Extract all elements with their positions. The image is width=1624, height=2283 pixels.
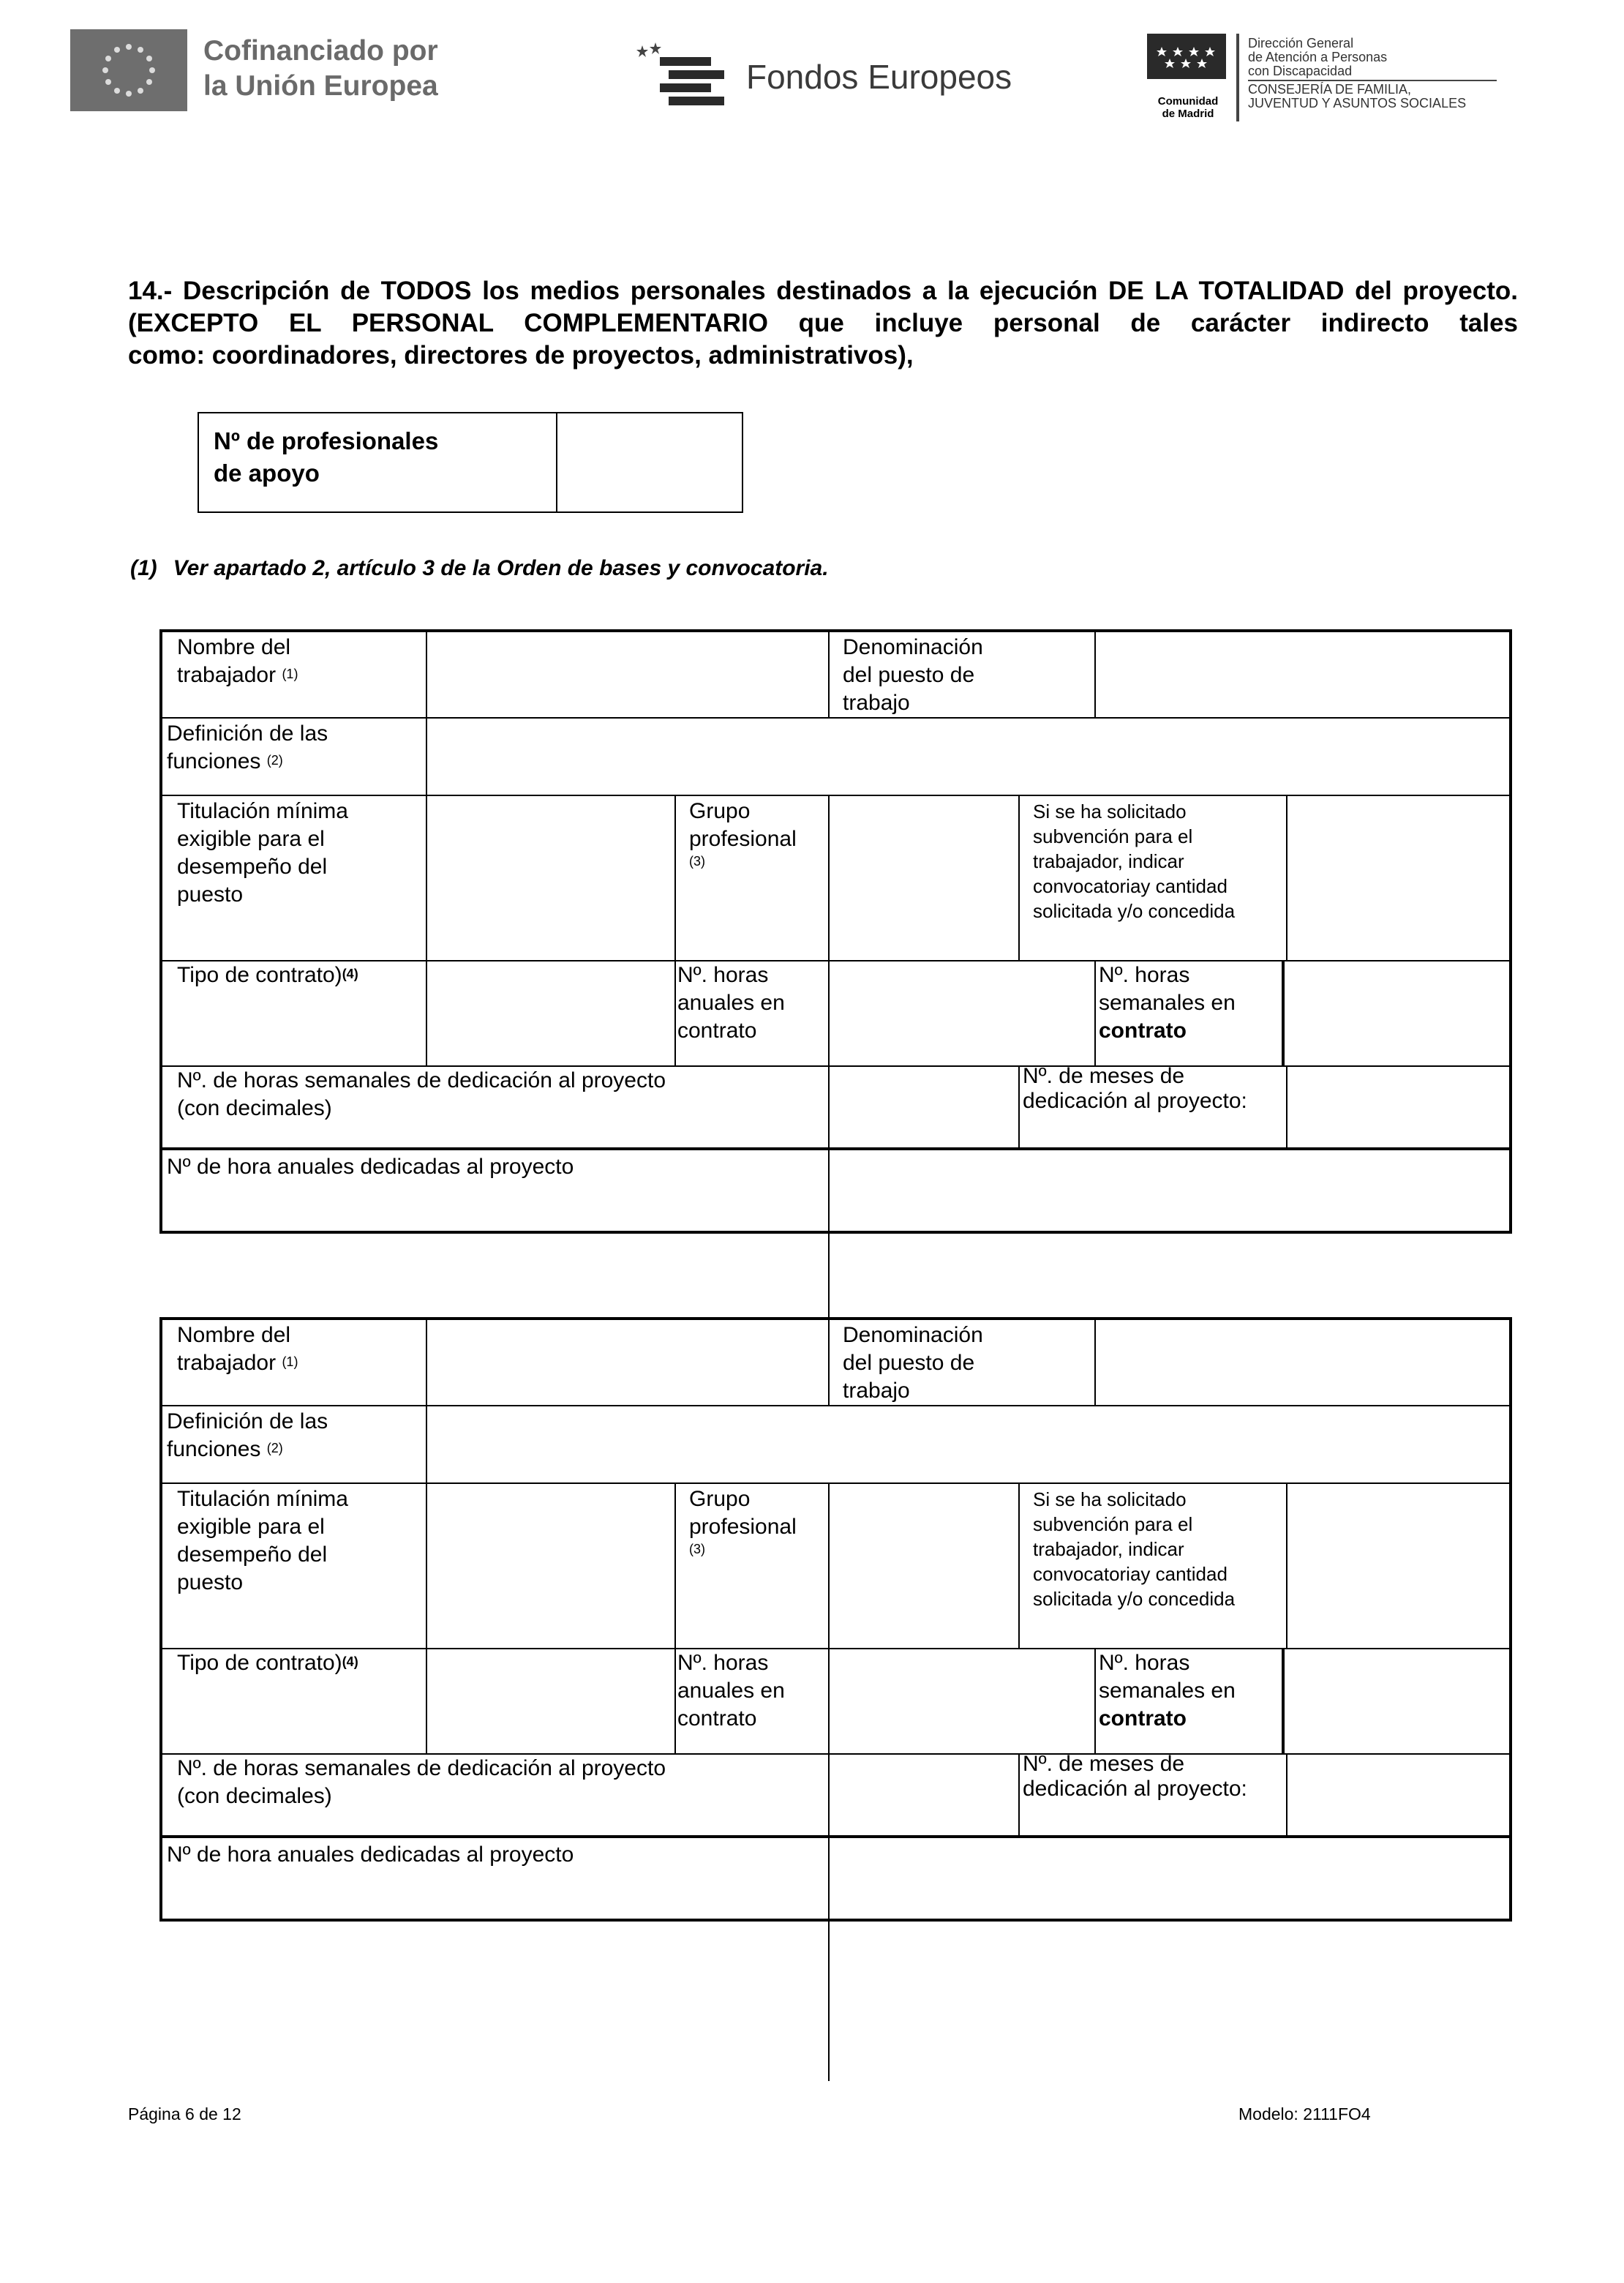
- weekly-contract-hours-label: Nº. horas semanales en contrato: [1099, 1651, 1236, 1731]
- annual-contract-hours-label: Nº. horas anuales en contrato: [677, 963, 785, 1043]
- functions-label: Definición de las funciones $^{(2)}$: [167, 721, 328, 773]
- contract-type-input[interactable]: [427, 961, 674, 1065]
- annual-contract-hours-input[interactable]: [830, 961, 1094, 1065]
- weekly-contract-hours-label: Nº. horas semanales en contrato: [1099, 963, 1236, 1043]
- subsidy-input[interactable]: [1287, 796, 1509, 960]
- minimum-qualification-label: Titulación mínima exigible para el desempeño del puesto: [177, 1487, 348, 1594]
- comunidad-madrid-name: Comunidad de Madrid: [1157, 95, 1219, 120]
- months-dedication-input[interactable]: [1287, 1067, 1509, 1147]
- subsidy-label: Si se ha solicitado subvención para el trabajador, indicar convocatoriay cantidad solicitada y/o concedida: [1033, 801, 1236, 922]
- weekly-dedication-input[interactable]: [830, 1755, 1018, 1835]
- support-professionals-box: [198, 412, 743, 513]
- support-professionals-input[interactable]: [557, 413, 742, 511]
- worker-table: [159, 629, 1512, 1234]
- worker-name-label: Nombre del trabajador $^{(1)}$: [177, 635, 298, 687]
- comunidad-madrid-flag: [1147, 34, 1226, 79]
- subsidy-label: Si se ha solicitado subvención para el trabajador, indicar convocatoriay cantidad solicitada y/o concedida: [1033, 1488, 1236, 1610]
- department-text: Dirección General de Atención a Personas con Discapacidad CONSEJERÍA DE FAMILIA, JUVENTUD Y ASUNTOS SOCIALES: [1248, 37, 1497, 110]
- weekly-dedication-label: Nº. de horas semanales de dedicación al proyecto (con decimales): [177, 1756, 666, 1808]
- worker-name-input[interactable]: [427, 632, 828, 717]
- subsidy-input[interactable]: [1287, 1484, 1509, 1648]
- weekly-dedication-input[interactable]: [830, 1067, 1018, 1147]
- weekly-contract-hours-input[interactable]: [1285, 961, 1509, 1065]
- worker-name-input[interactable]: [427, 1320, 828, 1405]
- position-name-input[interactable]: [1096, 632, 1509, 717]
- weekly-contract-hours-input[interactable]: [1285, 1649, 1509, 1753]
- functions-input[interactable]: [427, 719, 1509, 795]
- annual-contract-hours-label: Nº. horas anuales en contrato: [677, 1651, 785, 1731]
- months-dedication-input[interactable]: [1287, 1755, 1509, 1835]
- annual-dedicated-hours-label: Nº de hora anuales dedicadas al proyecto: [167, 1842, 574, 1867]
- worker-name-label: Nombre del trabajador $^{(1)}$: [177, 1323, 298, 1375]
- fondos-europeos-logo: [635, 41, 737, 111]
- section-heading: 14.- Descripción de TODOS los medios personales destinados a la ejecución DE LA TOTALIDAD del proyecto. (EXCEPTO EL PERSONAL COMPLEMENTARIO que incluye personal de carácter indirecto tales como: coordinadores, directores de proyectos, administrativos),: [128, 277, 1518, 370]
- model-code: Modelo: 2111FO4: [1238, 2104, 1371, 2123]
- minimum-qualification-input[interactable]: [427, 796, 674, 960]
- contract-type-label: Tipo de contrato)$^{(4)}$: [177, 1651, 358, 1675]
- eu-flag-logo: [70, 29, 187, 111]
- footnote-1: (1) Ver apartado 2, artículo 3 de la Orden de bases y convocatoria.: [130, 556, 829, 580]
- position-name-label: Denominación del puesto de trabajo: [843, 635, 983, 715]
- annual-dedicated-hours-label: Nº de hora anuales dedicadas al proyecto: [167, 1155, 574, 1179]
- professional-group-input[interactable]: [830, 1484, 1018, 1648]
- position-name-label: Denominación del puesto de trabajo: [843, 1323, 983, 1403]
- functions-input[interactable]: [427, 1406, 1509, 1482]
- professional-group-input[interactable]: [830, 796, 1018, 960]
- support-professionals-label: Nº de profesionales de apoyo: [214, 427, 439, 487]
- months-dedication-label: Nº. de meses de dedicación al proyecto:: [1023, 1064, 1247, 1113]
- minimum-qualification-label: Titulación mínima exigible para el desempeño del puesto: [177, 799, 348, 907]
- annual-dedicated-hours-input[interactable]: [830, 1150, 1509, 1231]
- weekly-dedication-label: Nº. de horas semanales de dedicación al proyecto (con decimales): [177, 1068, 666, 1120]
- worker-table: [159, 1317, 1512, 1922]
- page-number: Página 6 de 12: [128, 2104, 241, 2123]
- logo-divider: [1236, 34, 1239, 121]
- annual-contract-hours-input[interactable]: [830, 1649, 1094, 1753]
- contract-type-label: Tipo de contrato)$^{(4)}$: [177, 963, 358, 987]
- eu-cofunding-text: Cofinanciado por la Unión Europea: [203, 35, 438, 102]
- minimum-qualification-input[interactable]: [427, 1484, 674, 1648]
- position-name-input[interactable]: [1096, 1320, 1509, 1405]
- months-dedication-label: Nº. de meses de dedicación al proyecto:: [1023, 1752, 1247, 1801]
- functions-label: Definición de las funciones $^{(2)}$: [167, 1409, 328, 1461]
- annual-dedicated-hours-input[interactable]: [830, 1838, 1509, 1919]
- professional-group-label: Grupo profesional (3): [689, 1487, 797, 1556]
- fondos-europeos-text: Fondos Europeos: [746, 58, 1012, 96]
- professional-group-label: Grupo profesional (3): [689, 799, 797, 869]
- contract-type-input[interactable]: [427, 1649, 674, 1753]
